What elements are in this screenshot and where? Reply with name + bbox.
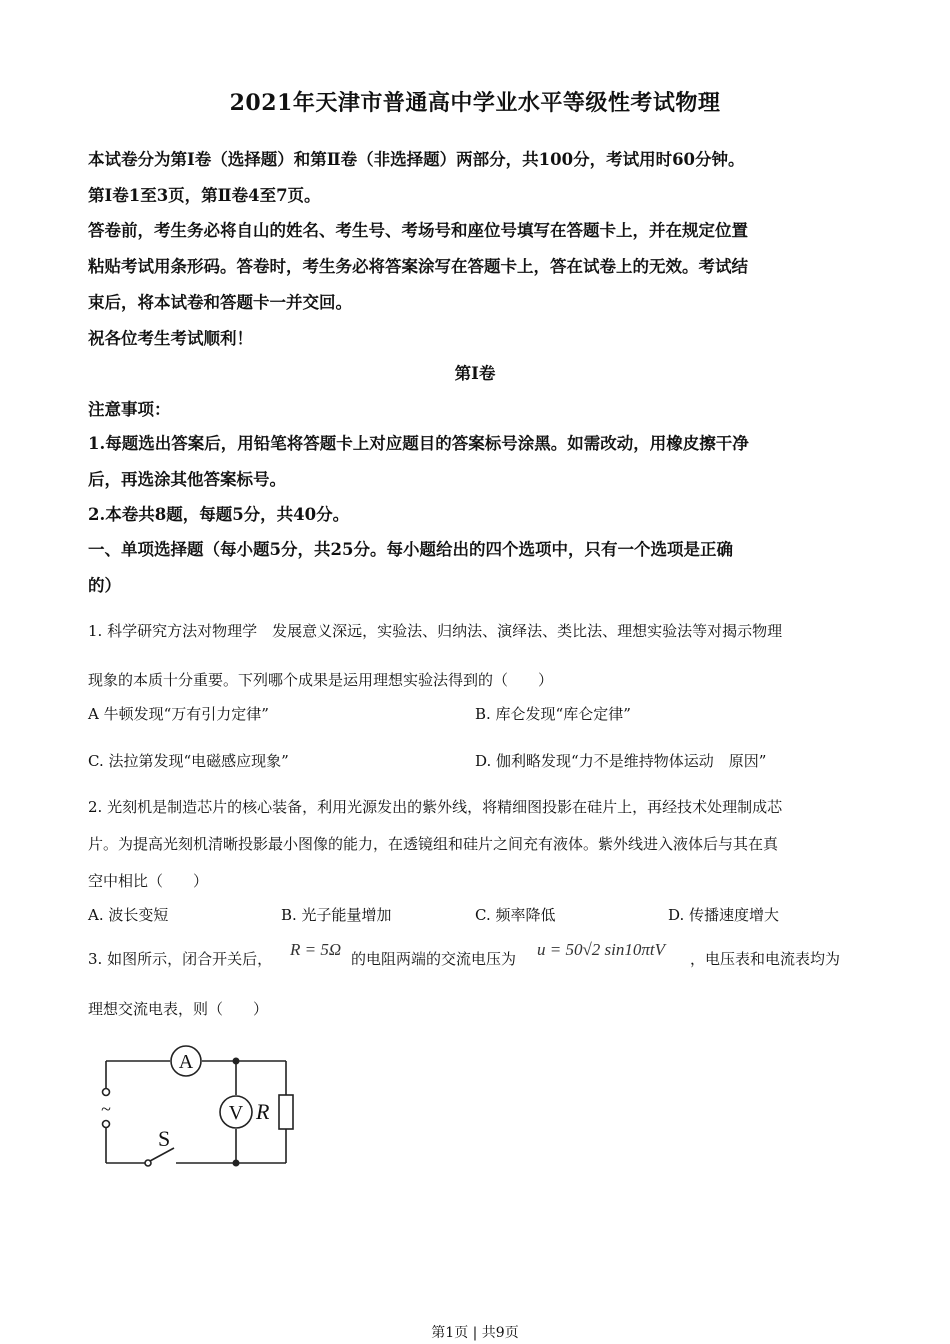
junction-bottom xyxy=(233,1160,240,1167)
note-1-line-1: 1.每题选出答案后，用铅笔将答题卡上对应题目的答案标号涂黑。如需改动，用橡皮擦干净 xyxy=(88,434,749,453)
intro-line-4: 粘贴考试用条形码。答卷时，考生务必将答案涂写在答题卡上，答在试卷上的无效。考试结 xyxy=(88,257,748,276)
switch-label: S xyxy=(158,1126,171,1151)
q3-stem-line-2: 理想交流电表，则（ ） xyxy=(88,1000,269,1018)
note-1-line-2: 后，再选涂其他答案标号。 xyxy=(88,470,286,489)
voltmeter-label: V xyxy=(228,1102,244,1124)
q3-stem-middle: 的电阻两端的交流电压为 xyxy=(351,950,517,968)
resistor-rect xyxy=(279,1095,293,1129)
notes-heading: 注意事项： xyxy=(88,400,171,419)
junction-top xyxy=(233,1058,240,1065)
page-title: 2021年天津市普通高中学业水平等级性考试物理 xyxy=(229,90,721,116)
ammeter-label: A xyxy=(178,1051,194,1073)
source-terminal-bottom xyxy=(103,1121,110,1128)
note-2: 2.本卷共8题，每题5分，共40分。 xyxy=(88,505,350,524)
q1-option-a: A 牛顿发现“万有引力定律” xyxy=(88,705,269,723)
q1-stem-line-2: 现象的本质十分重要。下列哪个成果是运用理想实验法得到的（ ） xyxy=(88,671,554,689)
q3-stem-prefix: 3. 如图所示，闭合开关后， xyxy=(88,950,273,968)
part-1-heading-line-2: 的） xyxy=(88,576,121,595)
q2-stem-line-3: 空中相比（ ） xyxy=(88,872,209,890)
q3-resistance-formula: R = 5Ω xyxy=(290,940,342,959)
q1-option-c: C. 法拉第发现“电磁感应现象” xyxy=(88,752,289,770)
q1-option-d: D. 伽利略发现“力不是维持物体运动 原因” xyxy=(475,752,767,770)
q2-stem-line-2: 片。为提高光刻机清晰投影最小图像的能力，在透镜组和硅片之间充有液体。紫外线进入液体后与其在真 xyxy=(88,835,779,853)
intro-line-2: 第Ⅰ卷1至3页，第Ⅱ卷4至7页。 xyxy=(88,186,321,205)
q3-voltage-formula: u = 50√2 sin10πtV xyxy=(537,940,666,959)
q2-option-c: C. 频率降低 xyxy=(475,906,556,924)
ac-source-icon: ~ xyxy=(101,1099,111,1119)
part-1-heading-line-1: 一、单项选择题（每小题5分，共25分。每小题给出的四个选项中，只有一个选项是正确 xyxy=(88,540,733,559)
intro-line-3: 答卷前，考生务必将自山的姓名、考生号、考场号和座位号填写在答题卡上，并在规定位置 xyxy=(88,221,748,240)
resistor-label: R xyxy=(256,1099,270,1124)
q2-option-a: A. 波长变短 xyxy=(88,906,169,924)
q1-stem-line-1: 1. 科学研究方法对物理学 发展意义深远，实验法、归纳法、演绎法、类比法、理想实验法等对揭示物理 xyxy=(88,622,783,640)
q3-circuit-diagram xyxy=(90,1035,310,1180)
intro-line-5: 束后，将本试卷和答题卡一并交回。 xyxy=(88,293,352,312)
intro-line-1: 本试卷分为第Ⅰ卷（选择题）和第Ⅱ卷（非选择题）两部分，共100分，考试用时60分钟。 xyxy=(88,150,745,169)
q2-option-b: B. 光子能量增加 xyxy=(281,906,392,924)
q3-stem-suffix: ，电压表和电流表均为 xyxy=(690,950,841,968)
intro-line-6: 祝各位考生考试顺利！ xyxy=(88,329,253,348)
q2-stem-line-1: 2. 光刻机是制造芯片的核心装备，利用光源发出的紫外线，将精细图投影在硅片上，再经技术处理制成芯 xyxy=(88,798,783,816)
q2-option-d: D. 传播速度增大 xyxy=(668,906,780,924)
page-footer: 第1页 | 共9页 xyxy=(431,1325,519,1341)
q1-option-b: B. 库仑发现“库仑定律” xyxy=(475,705,631,723)
source-terminal-top xyxy=(103,1089,110,1096)
switch-contact xyxy=(145,1160,151,1166)
section-title: 第Ⅰ卷 xyxy=(454,364,496,383)
